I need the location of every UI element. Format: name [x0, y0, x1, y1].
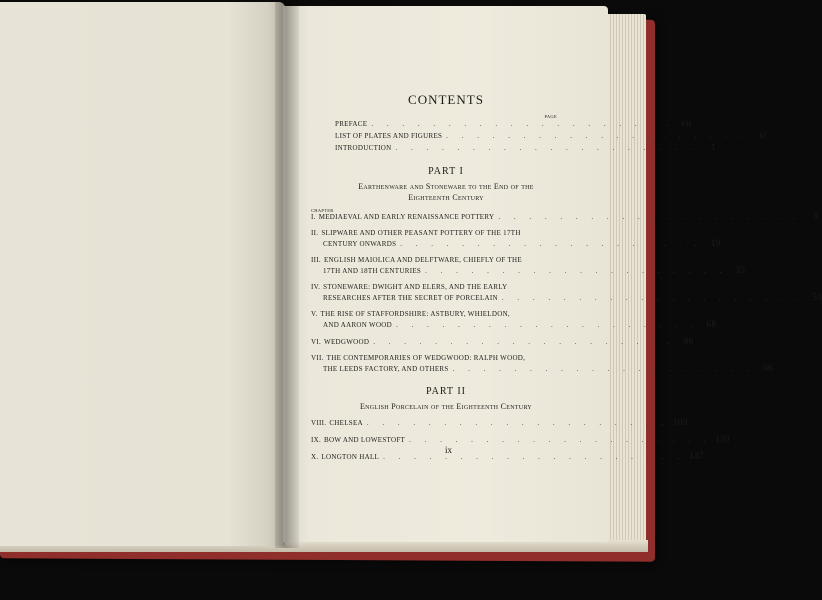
- chapter-number: I.: [311, 213, 316, 221]
- chapter-number: IX.: [311, 436, 322, 444]
- chapter-entry: VI. WEDGWOOD . . . . . . . . . . . . . . . . . . . . 86: [311, 336, 694, 346]
- chapter-title-line1: THE CONTEMPORARIES OF WEDGWOOD: RALPH WOOD,: [326, 354, 526, 362]
- chapter-page: 68: [706, 319, 717, 329]
- chapter-page: 19: [710, 238, 721, 248]
- front-matter-item: PAGE PREFACE . . . . . . . . . . . . . . . . . . . . vii: [335, 118, 581, 130]
- part-two-chapters: [311, 417, 730, 462]
- chapter-page: 147: [689, 451, 704, 461]
- front-matter-item: LIST OF PLATES AND FIGURES . . . . . . . . . . . . . . . . . . . . xi: [335, 130, 767, 140]
- chapter-page: 33: [735, 265, 746, 275]
- chapter-entry: VII. THE CONTEMPORARIES OF WEDGWOOD: RALPH WOOD, THE LEEDS FACTORY, AND OTHERS . . . . . . . . . . . . . . . . . . . . 96: [311, 354, 773, 373]
- chapter-entry: V. THE RISE OF STAFFORDSHIRE: ASTBURY, WHIELDON, AND AARON WOOD . . . . . . . . . . . . . . . . . . . . 68: [311, 310, 717, 329]
- part-two-subtitle: English Porcelain of the Eighteenth Century: [359, 402, 533, 411]
- chapter-page: 9: [813, 211, 819, 221]
- front-matter-item: INTRODUCTION . . . . . . . . . . . . . . . . . . . . 1: [335, 142, 716, 152]
- part-one-heading: PART I: [428, 166, 464, 177]
- chapter-title-line2: AND AARON WOOD: [323, 321, 393, 329]
- chapter-entry: X. LONGTON HALL . . . . . . . . . . . . . . . . . . . . 147: [311, 451, 704, 461]
- chapter-entry: II. SLIPWARE AND OTHER PEASANT POTTERY OF THE 17TH CENTURY ONWARDS . . . . . . . . . . . . . . . . . . . . 19: [311, 229, 721, 248]
- chapter-entry: VIII. CHELSEA . . . . . . . . . . . . . . . . . . . . 109: [311, 417, 688, 427]
- chapter-page: 96: [763, 363, 773, 373]
- chapter-title-line1: STONEWARE: DWIGHT AND ELERS, AND THE EARLY: [323, 283, 508, 291]
- chapter-number: VIII.: [311, 419, 327, 427]
- chapter-title-line2: RESEARCHES AFTER THE SECRET OF PORCELAIN: [323, 294, 498, 302]
- chapter-entry: IX. BOW AND LOWESTOFT . . . . . . . . . . . . . . . . . . . . 130: [311, 434, 730, 444]
- chapter-column-header: CHAPTER: [311, 208, 334, 213]
- chapter-title: CHELSEA: [329, 419, 363, 427]
- chapter-title-line1: THE RISE OF STAFFORDSHIRE: ASTBURY, WHIELDON,: [320, 310, 510, 318]
- chapter-entry: III. ENGLISH MAIOLICA AND DELFTWARE, CHIEFLY OF THE 17TH AND 18TH CENTURIES . . . . . . . . . . . . . . . . . . . . 33: [311, 256, 746, 275]
- chapter-title: BOW AND LOWESTOFT: [324, 436, 406, 444]
- chapter-page: 109: [673, 417, 688, 427]
- chapter-title: WEDGWOOD: [324, 338, 370, 346]
- page-folio: ix: [445, 445, 453, 455]
- chapter-number: II.: [311, 229, 319, 237]
- chapter-title-line1: ENGLISH MAIOLICA AND DELFTWARE, CHIEFLY OF THE: [323, 256, 522, 264]
- left-page: [0, 2, 285, 546]
- chapter-number: VII.: [311, 354, 324, 362]
- chapter-title-line2: 17TH AND 18TH CENTURIES: [323, 267, 422, 275]
- chapter-number: III.: [311, 256, 321, 264]
- chapter-entry: IV. STONEWARE: DWIGHT AND ELERS, AND THE EARLY RESEARCHES AFTER THE SECRET OF PORCELAIN . . . . . . . . . . . . . . . . . . . . 53: [311, 283, 822, 302]
- page-column-header: PAGE: [544, 114, 557, 119]
- chapter-page: 130: [715, 434, 730, 444]
- chapter-number: V.: [311, 310, 318, 318]
- book-gutter: [275, 0, 299, 548]
- chapter-page: 53: [812, 292, 822, 302]
- part-one-subtitle: Earthenware and Stoneware to the End of the Eighteenth Century: [358, 182, 534, 202]
- table-of-contents: [311, 92, 822, 468]
- contents-title: CONTENTS: [408, 92, 484, 107]
- part-two-heading: PART II: [425, 386, 467, 397]
- chapter-title: LONGTON HALL: [321, 453, 380, 461]
- chapter-number: X.: [311, 453, 319, 461]
- chapter-title-line2: THE LEEDS FACTORY, AND OTHERS: [323, 365, 449, 373]
- chapter-title: MEDIAEVAL AND EARLY RENAISSANCE POTTERY: [318, 213, 495, 221]
- chapter-number: VI.: [311, 338, 322, 346]
- front-matter: [335, 114, 767, 154]
- chapter-title-line1: SLIPWARE AND OTHER PEASANT POTTERY OF THE 17TH: [321, 229, 521, 237]
- chapter-page: 86: [683, 336, 694, 346]
- chapter-number: IV.: [311, 283, 321, 291]
- chapter-title-line2: CENTURY ONWARDS: [323, 240, 397, 248]
- chapter-entry: I. MEDIAEVAL AND EARLY RENAISSANCE POTTERY . . . . . . . . . . . . . . . . . . . . 9: [311, 211, 819, 221]
- part-one-chapters: [311, 211, 822, 374]
